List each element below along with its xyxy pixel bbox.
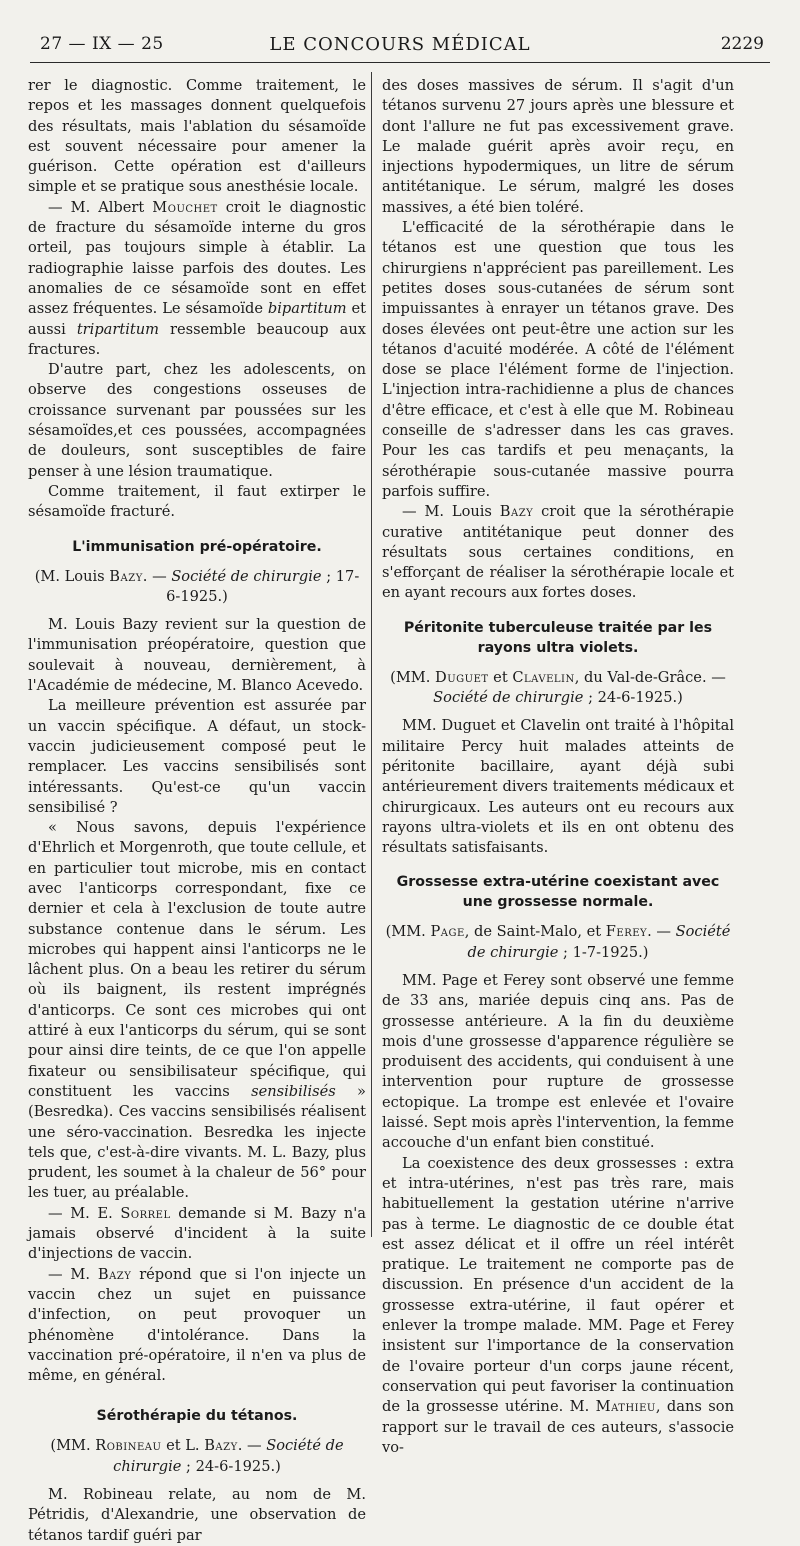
paragraph: MM. Page et Ferey sont observé une femme de 33 ans, mariée depuis cinq ans. Pas de grossesse antérieure. A la fin du deuxième mois d'une grossesse d'apparence régulière se produisent des accidents, qui conduisent à une intervention pour rupture de grossesse ectopique. La trompe est enlevée et l'ovaire laissé. Sept mois après l'intervention, la femme accouche d'un enfant bien constitué. [382, 971, 734, 1152]
header-rule [30, 62, 770, 63]
paragraph: M. Louis Bazy revient sur la question de l'immunisation préopératoire, question que soulevait à nouveau, dernièrement, à l'Académie de médecine, M. Blanco Acevedo. [28, 616, 366, 695]
paragraph: « Nous savons, depuis l'expérience d'Ehrlich et Morgenroth, que toute cellule, et en particulier tout microbe, mis en contact avec l'anticorps correspondant, fixe ce dernier et cela à l'exclusion de toute autre substance contenue dans le sérum. Les microbes qui happent ainsi l'anticorps ne le lâchent plus. On a beau les retirer du sérum où ils baignent, ils restent imprégnés d'anticorps. Ce sont ces microbes qui ont attiré à eux l'anticorps du sérum, qui se sont pour ainsi dire teints, de ce que l'on appelle fixateur ou sensibilisateur spécifique, qui constituent les vaccins sensibilisés » (Besredka). Ces vaccins sensibilisés réalisent une séro-vaccination. Besredka les injecte tels que, c'est-à-dire vivants. M. L. Bazy, plus prudent, les soumet à la chaleur de 56° pour les tuer, au préalable. [28, 819, 366, 1202]
paragraph: MM. Duguet et Clavelin ont traité à l'hôpital militaire Percy huit malades atteints de péritonite bacillaire, ayant déjà subi antérieurement divers traitements médicaux et chirurgicaux. Les auteurs ont eu recours aux rayons ultra-violets et ils en ont obtenu des résultats satisfaisants. [382, 717, 734, 857]
section-citation: (M. Louis Bazy. — Société de chirurgie ; 17-6-1925.) [34, 567, 360, 605]
section-citation: (MM. Robineau et L. Bazy. — Société de chirurgie ; 24-6-1925.) [50, 1437, 344, 1475]
section-title-peritonite: Péritonite tuberculeuse traitée par les rayons ultra violets. [403, 619, 713, 656]
column-divider [371, 72, 372, 1237]
right-column [382, 76, 734, 1458]
section-title-serotherapie: Sérothérapie du tétanos. [96, 1408, 298, 1425]
paragraph: M. Robineau relate, au nom de M. Pétridis, d'Alexandrie, une observation de tétanos tardif guéri par [28, 1486, 366, 1544]
section-citation: (MM. Page, de Saint-Malo, et Ferey. — Société de chirurgie ; 1-7-1925.) [385, 923, 731, 961]
paragraph: Comme traitement, il faut extirper le sésamoïde fracturé. [28, 482, 366, 521]
section-title-grossesse: Grossesse extra-utérine coexistant avec une grossesse normale. [396, 874, 720, 911]
paragraph: — M. E. Sorrel demande si M. Bazy n'a jamais observé d'incident à la suite d'injections de vaccin. [28, 1204, 366, 1263]
paragraph: La meilleure prévention est assurée par un vaccin spécifique. A défaut, un stock-vaccin judicieusement composé peut le remplacer. Les vaccins sensibilisés sont intéressants. Qu'est-ce qu'un vaccin sensibilisé ? [28, 697, 366, 816]
paragraph: La coexistence des deux grossesses : extra et intra-utérines, n'est pas très rare, mais habituellement la gestation utérine n'arrive pas à terme. Le diagnostic de ce double état est assez délicat et il offre un réel intérêt pratique. Le traitement ne comporte pas de discussion. En présence d'un accident de la grossesse extra-utérine, il faut opérer et enlever la trompe malade. MM. Page et Ferey insistent sur l'importance de la conservation de l'ovaire porteur d'un corps jaune récent, conservation qui peut favoriser la continuation de la grossesse utérine. M. Mathieu, dans son rapport sur le travail de ces auteurs, s'associe vo- [382, 1154, 734, 1456]
running-header [0, 32, 800, 62]
paragraph: — M. Albert Mouchet croit le diagnostic de fracture du sésamoïde interne du gros orteil, pas toujours simple à établir. La radiographie laisse parfois des doutes. Les anomalies de ce sésamoïde sont en effet assez fréquentes. Le sésamoïde bipartitum et aussi tripartitum ressemble beaucoup aux fractures. [28, 198, 367, 358]
paragraph: — M. Bazy répond que si l'on injecte un vaccin chez un sujet en puissance d'infection, on peut provoquer un phénomène d'intolérance. Dans la vaccination pré-opératoire, il n'en va plus de même, en général. [28, 1265, 366, 1385]
header-date: 27 — IX — 25 [40, 34, 164, 54]
paragraph: D'autre part, chez les adolescents, on observe des congestions osseuses de croissance survenant par poussées sur les sésamoïdes,et ces poussées, accompagnées de douleurs, sont susceptibles de faire penser à une lésion traumatique. [28, 361, 366, 480]
paragraph: rer le diagnostic. Comme traitement, le repos et les massages donnent quelquefois des résultats, mais l'ablation du sésamoïde est souvent nécessaire pour amener la guérison. Cette opération est d'ailleurs simple et se pratique sous anesthésie locale. [28, 77, 366, 196]
section-citation: (MM. Duguet et Clavelin, du Val-de-Grâce. — Société de chirurgie ; 24-6-1925.) [390, 668, 726, 707]
journal-title: LE CONCOURS MÉDICAL [269, 34, 531, 55]
page-number: 2229 [720, 34, 764, 54]
paragraph: L'efficacité de la sérothérapie dans le tétanos est une question que tous les chirurgiens n'apprécient pas pareillement. Les petites doses sous-cutanées de sérum sont impuissantes à enrayer un tétanos grave. Des doses élevées ont peut-être une action sur les tétanos d'acuité modérée. A côté de l'élément dose se place l'élément forme de l'injection. L'injection intra-rachidienne a plus de chances d'être efficace, et c'est à elle que M. Robineau conseille de s'adresser dans les cas graves. Pour les cas tardifs et peu menaçants, la sérothérapie sous-cutanée massive pourra parfois suffire. [382, 219, 734, 500]
paragraph: — M. Louis Bazy croit que la sérothérapie curative antitétanique peut donner des résultats sous certaines conditions, en s'efforçant de réaliser la sérothérapie locale et en ayant recours aux fortes doses. [382, 503, 734, 602]
left-column [28, 76, 366, 1546]
section-title-immunisation: L'immunisation pré-opératoire. [72, 538, 322, 555]
paragraph: des doses massives de sérum. Il s'agit d'un tétanos survenu 27 jours après une blessure et dont l'allure ne fut pas excessivement grave. Le malade guérit après avoir reçu, en injections hypodermiques, un litre de sérum antitétanique. Le sérum, malgré les doses massives, a été bien toléré. [382, 77, 734, 216]
